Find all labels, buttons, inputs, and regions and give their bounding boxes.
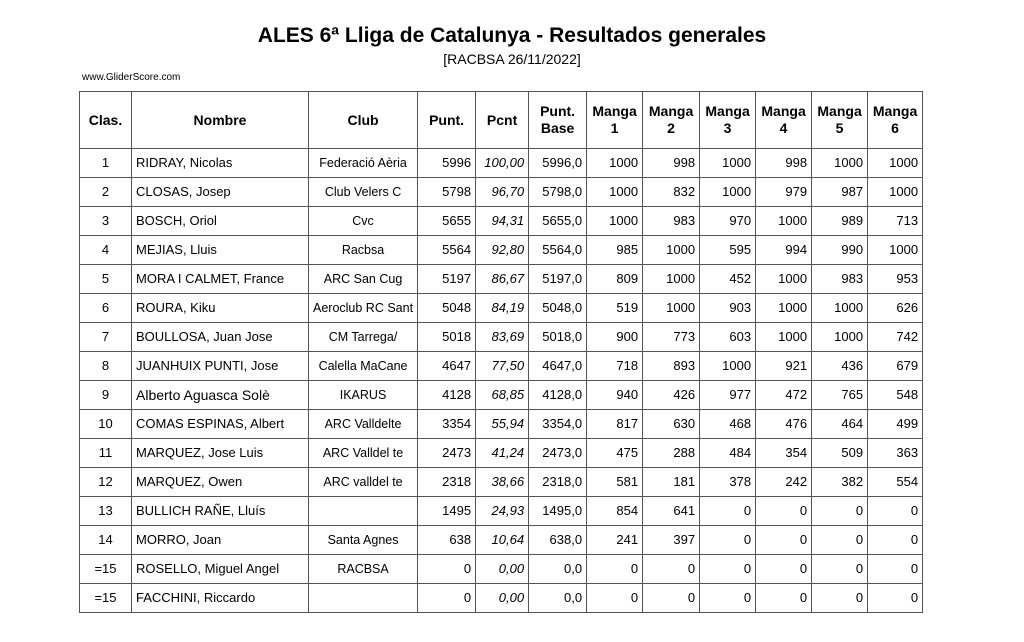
pilot-name-cell: MARQUEZ, Owen — [132, 468, 309, 497]
round-score-cell: 354 — [756, 439, 812, 468]
round-score-cell: 893 — [643, 352, 700, 381]
page-title: ALES 6ª Lliga de Catalunya - Resultados generales — [257, 24, 767, 47]
round-score-cell: 382 — [812, 468, 868, 497]
column-header: Club — [309, 92, 418, 149]
base-points-cell: 0,0 — [529, 555, 587, 584]
club-cell — [309, 497, 418, 526]
pilot-name-cell: BULLICH RAÑE, Lluís — [132, 497, 309, 526]
round-score-cell: 0 — [700, 555, 756, 584]
round-score-cell: 476 — [756, 410, 812, 439]
base-points-cell: 1495,0 — [529, 497, 587, 526]
table-row — [80, 381, 923, 410]
table-row — [80, 555, 923, 584]
round-score-cell: 499 — [868, 410, 923, 439]
round-score-cell: 900 — [587, 323, 643, 352]
base-points-cell: 5655,0 — [529, 207, 587, 236]
round-score-cell: 509 — [812, 439, 868, 468]
column-header: Punt. — [418, 92, 476, 149]
round-score-cell: 987 — [812, 178, 868, 207]
round-score-cell: 1000 — [756, 294, 812, 323]
percent-cell: 100,00 — [476, 149, 529, 178]
club-cell: IKARUS — [309, 381, 418, 410]
percent-cell: 83,69 — [476, 323, 529, 352]
club-cell: RACBSA — [309, 555, 418, 584]
round-score-cell: 0 — [587, 584, 643, 613]
points-cell: 5655 — [418, 207, 476, 236]
round-score-cell: 742 — [868, 323, 923, 352]
position-cell: 1 — [80, 149, 132, 178]
points-cell: 5564 — [418, 236, 476, 265]
round-score-cell: 0 — [868, 555, 923, 584]
round-score-cell: 983 — [643, 207, 700, 236]
round-score-cell: 1000 — [643, 265, 700, 294]
base-points-cell: 3354,0 — [529, 410, 587, 439]
club-cell: ARC Valldelte — [309, 410, 418, 439]
column-header: Manga 4 — [756, 92, 812, 149]
pilot-name-cell: ROURA, Kiku — [132, 294, 309, 323]
percent-cell: 38,66 — [476, 468, 529, 497]
points-cell: 2473 — [418, 439, 476, 468]
round-score-cell: 990 — [812, 236, 868, 265]
percent-cell: 96,70 — [476, 178, 529, 207]
column-header: Manga 3 — [700, 92, 756, 149]
round-score-cell: 0 — [868, 526, 923, 555]
round-score-cell: 1000 — [700, 149, 756, 178]
round-score-cell: 977 — [700, 381, 756, 410]
points-cell: 638 — [418, 526, 476, 555]
header-row — [80, 92, 923, 149]
position-cell: =15 — [80, 555, 132, 584]
table-row — [80, 497, 923, 526]
round-score-cell: 0 — [700, 526, 756, 555]
position-cell: =15 — [80, 584, 132, 613]
points-cell: 4128 — [418, 381, 476, 410]
column-header: Punt. Base — [529, 92, 587, 149]
base-points-cell: 638,0 — [529, 526, 587, 555]
round-score-cell: 181 — [643, 468, 700, 497]
club-cell: Aeroclub RC Sant — [309, 294, 418, 323]
table-row — [80, 439, 923, 468]
position-cell: 8 — [80, 352, 132, 381]
points-cell: 0 — [418, 584, 476, 613]
pilot-name-cell: CLOSAS, Josep — [132, 178, 309, 207]
pilot-name-cell: ROSELLO, Miguel Angel — [132, 555, 309, 584]
percent-cell: 94,31 — [476, 207, 529, 236]
round-score-cell: 998 — [756, 149, 812, 178]
table-row — [80, 323, 923, 352]
round-score-cell: 718 — [587, 352, 643, 381]
column-header: Manga 1 — [587, 92, 643, 149]
round-score-cell: 242 — [756, 468, 812, 497]
pilot-name-cell: BOSCH, Oriol — [132, 207, 309, 236]
round-score-cell: 603 — [700, 323, 756, 352]
round-score-cell: 994 — [756, 236, 812, 265]
column-header: Clas. — [80, 92, 132, 149]
round-score-cell: 0 — [812, 526, 868, 555]
round-score-cell: 1000 — [812, 149, 868, 178]
round-score-cell: 985 — [587, 236, 643, 265]
position-cell: 6 — [80, 294, 132, 323]
percent-cell: 55,94 — [476, 410, 529, 439]
pilot-name-cell: JUANHUIX PUNTI, Jose — [132, 352, 309, 381]
position-cell: 13 — [80, 497, 132, 526]
round-score-cell: 484 — [700, 439, 756, 468]
round-score-cell: 363 — [868, 439, 923, 468]
round-score-cell: 989 — [812, 207, 868, 236]
round-score-cell: 0 — [812, 555, 868, 584]
column-header: Pcnt — [476, 92, 529, 149]
round-score-cell: 288 — [643, 439, 700, 468]
club-cell: ARC Valldel te — [309, 439, 418, 468]
table-row — [80, 468, 923, 497]
pilot-name-cell: MORA I CALMET, France — [132, 265, 309, 294]
round-score-cell: 0 — [868, 584, 923, 613]
base-points-cell: 5197,0 — [529, 265, 587, 294]
round-score-cell: 773 — [643, 323, 700, 352]
points-cell: 4647 — [418, 352, 476, 381]
round-score-cell: 979 — [756, 178, 812, 207]
points-cell: 5996 — [418, 149, 476, 178]
percent-cell: 84,19 — [476, 294, 529, 323]
round-score-cell: 1000 — [756, 323, 812, 352]
round-score-cell: 809 — [587, 265, 643, 294]
credit-link[interactable]: www.GliderScore.com — [82, 72, 181, 83]
club-cell: CM Tarrega/ — [309, 323, 418, 352]
table-row — [80, 294, 923, 323]
base-points-cell: 0,0 — [529, 584, 587, 613]
table-row — [80, 178, 923, 207]
pilot-name-cell: FACCHINI, Riccardo — [132, 584, 309, 613]
round-score-cell: 548 — [868, 381, 923, 410]
position-cell: 7 — [80, 323, 132, 352]
points-cell: 5798 — [418, 178, 476, 207]
position-cell: 9 — [80, 381, 132, 410]
position-cell: 11 — [80, 439, 132, 468]
round-score-cell: 0 — [700, 584, 756, 613]
column-header: Manga 6 — [868, 92, 923, 149]
column-header: Manga 5 — [812, 92, 868, 149]
round-score-cell: 1000 — [756, 207, 812, 236]
round-score-cell: 1000 — [587, 178, 643, 207]
round-score-cell: 0 — [587, 555, 643, 584]
percent-cell: 0,00 — [476, 584, 529, 613]
round-score-cell: 464 — [812, 410, 868, 439]
round-score-cell: 436 — [812, 352, 868, 381]
column-header: Nombre — [132, 92, 309, 149]
pilot-name-cell: Alberto Aguasca Solè — [132, 381, 309, 410]
table-row — [80, 352, 923, 381]
round-score-cell: 1000 — [643, 294, 700, 323]
base-points-cell: 4647,0 — [529, 352, 587, 381]
round-score-cell: 940 — [587, 381, 643, 410]
percent-cell: 77,50 — [476, 352, 529, 381]
round-score-cell: 953 — [868, 265, 923, 294]
base-points-cell: 4128,0 — [529, 381, 587, 410]
round-score-cell: 1000 — [700, 352, 756, 381]
round-score-cell: 970 — [700, 207, 756, 236]
round-score-cell: 1000 — [868, 149, 923, 178]
base-points-cell: 5996,0 — [529, 149, 587, 178]
table-row — [80, 236, 923, 265]
round-score-cell: 1000 — [812, 294, 868, 323]
round-score-cell: 378 — [700, 468, 756, 497]
position-cell: 3 — [80, 207, 132, 236]
points-cell: 0 — [418, 555, 476, 584]
round-score-cell: 1000 — [756, 265, 812, 294]
points-cell: 5018 — [418, 323, 476, 352]
table-row — [80, 207, 923, 236]
round-score-cell: 0 — [643, 555, 700, 584]
position-cell: 14 — [80, 526, 132, 555]
pilot-name-cell: BOULLOSA, Juan Jose — [132, 323, 309, 352]
percent-cell: 10,64 — [476, 526, 529, 555]
percent-cell: 68,85 — [476, 381, 529, 410]
round-score-cell: 0 — [700, 497, 756, 526]
position-cell: 10 — [80, 410, 132, 439]
round-score-cell: 452 — [700, 265, 756, 294]
club-cell: Santa Agnes — [309, 526, 418, 555]
base-points-cell: 5018,0 — [529, 323, 587, 352]
round-score-cell: 0 — [756, 526, 812, 555]
round-score-cell: 921 — [756, 352, 812, 381]
percent-cell: 86,67 — [476, 265, 529, 294]
round-score-cell: 1000 — [868, 178, 923, 207]
pilot-name-cell: MORRO, Joan — [132, 526, 309, 555]
pilot-name-cell: RIDRAY, Nicolas — [132, 149, 309, 178]
percent-cell: 41,24 — [476, 439, 529, 468]
round-score-cell: 1000 — [587, 149, 643, 178]
round-score-cell: 0 — [643, 584, 700, 613]
round-score-cell: 817 — [587, 410, 643, 439]
club-cell — [309, 584, 418, 613]
round-score-cell: 468 — [700, 410, 756, 439]
club-cell: ARC San Cug — [309, 265, 418, 294]
round-score-cell: 854 — [587, 497, 643, 526]
round-score-cell: 679 — [868, 352, 923, 381]
club-cell: Federació Aèria — [309, 149, 418, 178]
round-score-cell: 0 — [756, 584, 812, 613]
table-row — [80, 149, 923, 178]
round-score-cell: 397 — [643, 526, 700, 555]
table-row — [80, 410, 923, 439]
percent-cell: 92,80 — [476, 236, 529, 265]
event-subtitle: [RACBSA 26/11/2022] — [443, 51, 581, 67]
round-score-cell: 0 — [756, 497, 812, 526]
round-score-cell: 626 — [868, 294, 923, 323]
base-points-cell: 5564,0 — [529, 236, 587, 265]
results-table — [79, 91, 923, 613]
round-score-cell: 241 — [587, 526, 643, 555]
points-cell: 2318 — [418, 468, 476, 497]
base-points-cell: 2318,0 — [529, 468, 587, 497]
base-points-cell: 5798,0 — [529, 178, 587, 207]
pilot-name-cell: COMAS ESPINAS, Albert — [132, 410, 309, 439]
round-score-cell: 581 — [587, 468, 643, 497]
club-cell: Calella MaCane — [309, 352, 418, 381]
round-score-cell: 472 — [756, 381, 812, 410]
position-cell: 4 — [80, 236, 132, 265]
table-row — [80, 584, 923, 613]
points-cell: 5048 — [418, 294, 476, 323]
round-score-cell: 475 — [587, 439, 643, 468]
round-score-cell: 0 — [756, 555, 812, 584]
round-score-cell: 0 — [868, 497, 923, 526]
club-cell: Cvc — [309, 207, 418, 236]
percent-cell: 24,93 — [476, 497, 529, 526]
round-score-cell: 1000 — [868, 236, 923, 265]
round-score-cell: 1000 — [700, 178, 756, 207]
base-points-cell: 2473,0 — [529, 439, 587, 468]
round-score-cell: 641 — [643, 497, 700, 526]
position-cell: 2 — [80, 178, 132, 207]
round-score-cell: 1000 — [643, 236, 700, 265]
pilot-name-cell: MARQUEZ, Jose Luis — [132, 439, 309, 468]
base-points-cell: 5048,0 — [529, 294, 587, 323]
round-score-cell: 832 — [643, 178, 700, 207]
round-score-cell: 983 — [812, 265, 868, 294]
column-header: Manga 2 — [643, 92, 700, 149]
club-cell: Club Velers C — [309, 178, 418, 207]
results-body — [80, 149, 923, 613]
points-cell: 5197 — [418, 265, 476, 294]
points-cell: 3354 — [418, 410, 476, 439]
club-cell: Racbsa — [309, 236, 418, 265]
round-score-cell: 0 — [812, 497, 868, 526]
round-score-cell: 595 — [700, 236, 756, 265]
percent-cell: 0,00 — [476, 555, 529, 584]
round-score-cell: 426 — [643, 381, 700, 410]
round-score-cell: 554 — [868, 468, 923, 497]
pilot-name-cell: MEJIAS, Lluis — [132, 236, 309, 265]
round-score-cell: 765 — [812, 381, 868, 410]
round-score-cell: 630 — [643, 410, 700, 439]
round-score-cell: 998 — [643, 149, 700, 178]
position-cell: 12 — [80, 468, 132, 497]
round-score-cell: 1000 — [587, 207, 643, 236]
round-score-cell: 0 — [812, 584, 868, 613]
position-cell: 5 — [80, 265, 132, 294]
points-cell: 1495 — [418, 497, 476, 526]
club-cell: ARC valldel te — [309, 468, 418, 497]
round-score-cell: 519 — [587, 294, 643, 323]
round-score-cell: 1000 — [812, 323, 868, 352]
round-score-cell: 713 — [868, 207, 923, 236]
table-row — [80, 265, 923, 294]
round-score-cell: 903 — [700, 294, 756, 323]
table-row — [80, 526, 923, 555]
